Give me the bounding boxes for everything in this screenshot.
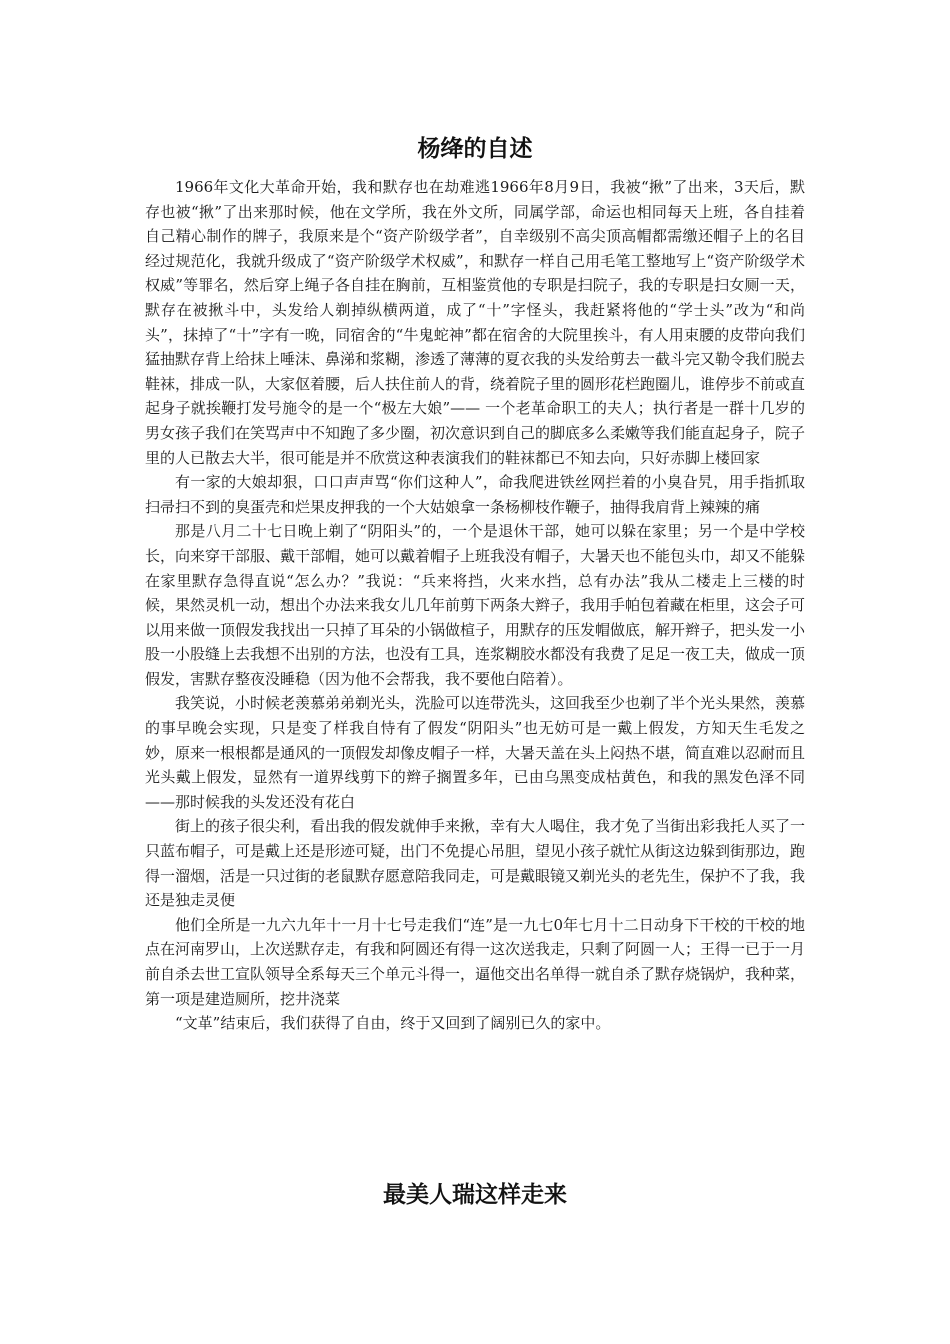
paragraph: 那是八月二十七日晚上剃了“阴阳头”的，一个是退休干部，她可以躲在家里；另一个是中学校长，向来穿干部服、戴干部帽，她可以戴着帽子上班我没有帽子，大暑天也不能包头巾，却又不能躲在家里默存急得直说“怎么办？”我说：“兵来将挡，火来水挡，总有办法”我从二楼走上三楼的时候，果然灵机一动，想出个办法来我女儿几年前剪下两条大辫子，我用手帕包着藏在柜里，这会子可以用来做一顶假发我找出一只掉了耳朵的小锅做楦子，用默存的压发帽做底，解开辫子，把头发一小股一小股缝上去我想不出别的方法，也没有工具，连浆糊胶水都没有我费了足足一夜工夫，做成一顶假发，害默存整夜没睡稳（因为他不会帮我，我不要他白陪着）。 <box>145 522 806 688</box>
paragraph: 有一家的大娘却狠，口口声声骂“你们这种人”，命我爬进铁丝网拦着的小臭旮旯，用手指抓取扫帚扫不到的臭蛋壳和烂果皮押我的一个大姑娘拿一条杨柳枝作鞭子，抽得我肩背上辣辣的痛 <box>145 473 805 516</box>
article-body <box>145 175 805 1036</box>
paragraph: 我笑说，小时候老羡慕弟弟剃光头，洗脸可以连带洗头，这回我至少也剃了半个光头果然，羡慕的事早晚会实现，只是变了样我自恃有了假发“阴阳头”也无妨可是一戴上假发，方知天生毛发之妙，原来一根根都是通风的一顶假发却像皮帽子一样，大暑天盖在头上闷热不堪，简直难以忍耐而且光头戴上假发，显然有一道界线剪下的辫子搁置多年，已由乌黑变成枯黄色，和我的黑发色泽不同——那时候我的头发还没有花白 <box>145 694 806 811</box>
second-article-title: 最美人瑞这样走来 <box>383 1182 567 1208</box>
paragraph: “文革”结束后，我们获得了自由，终于又回到了阔别已久的家中。 <box>175 1014 611 1033</box>
paragraph: 他们全所是一九六九年十一月十七号走我们“连”是一九七0年七月十二日动身下干校的干校的地点在河南罗山，上次送默存走，有我和阿圆还有得一这次送我走，只剩了阿圆一人；王得一已于一月前自杀去世工宣队领导全系每天三个单元斗得一，逼他交出名单得一就自杀了默存烧锅炉，我种菜，第一项是建造厕所，挖井浇菜 <box>145 915 806 1008</box>
paragraph: 街上的孩子很尖利，看出我的假发就伸手来揪，幸有大人喝住，我才免了当街出彩我托人买了一只蓝布帽子，可是戴上还是形迹可疑，出门不免提心吊胆，望见小孩子就忙从街这边躲到街那边，跑得一溜烟，活是一只过街的老鼠默存愿意陪我同走，可是戴眼镜又剃光头的老先生，保护不了我，我还是独走灵便 <box>145 817 806 910</box>
paragraph: 1966年文化大革命开始，我和默存也在劫难逃1966年8月9日，我被“揪”了出来，3天后，默存也被“揪”了出来那时候，他在文学所，我在外文所，同属学部，命运也相同每天上班，各自挂着自己精心制作的牌子，我原来是个“资产阶级学者”，自幸级别不高尖顶高帽都需缴还帽子上的名目经过规范化，我就升级成了“资产阶级学术权威”，和默存一样自己用毛笔工整地写上“资产阶级学术权威”等罪名，然后穿上绳子各自挂在胸前，互相鉴赏他的专职是扫院子，我的专职是扫女厕一天，默存在被揪斗中，头发给人剃掉纵横两道，成了“十”字怪头，我赶紧将他的“学士头”改为“和尚头”，抹掉了“十”字有一晚，同宿舍的“牛鬼蛇神”都在宿舍的大院里挨斗，有人用束腰的皮带向我们猛抽默存背上给抹上唾沫、鼻涕和浆糊，渗透了薄薄的夏衣我的头发给剪去一截斗完又勒令我们脱去鞋袜，排成一队，大家伛着腰，后人扶住前人的背，绕着院子里的圆形花栏跑圈儿，谁停步不前或直起身子就挨鞭打发号施令的是一个“极左大娘”—— 一个老革命职工的夫人；执行者是一群十几岁的男女孩子我们在笑骂声中不知跑了多少圈，初次意识到自己的脚底多么柔嫩等我们能直起身子，院子里的人已散去大半，很可能是并不欣赏这种表演我们的鞋袜都已不知去向，只好赤脚上楼回家 <box>145 178 806 467</box>
article-title: 杨绛的自述 <box>417 136 533 162</box>
